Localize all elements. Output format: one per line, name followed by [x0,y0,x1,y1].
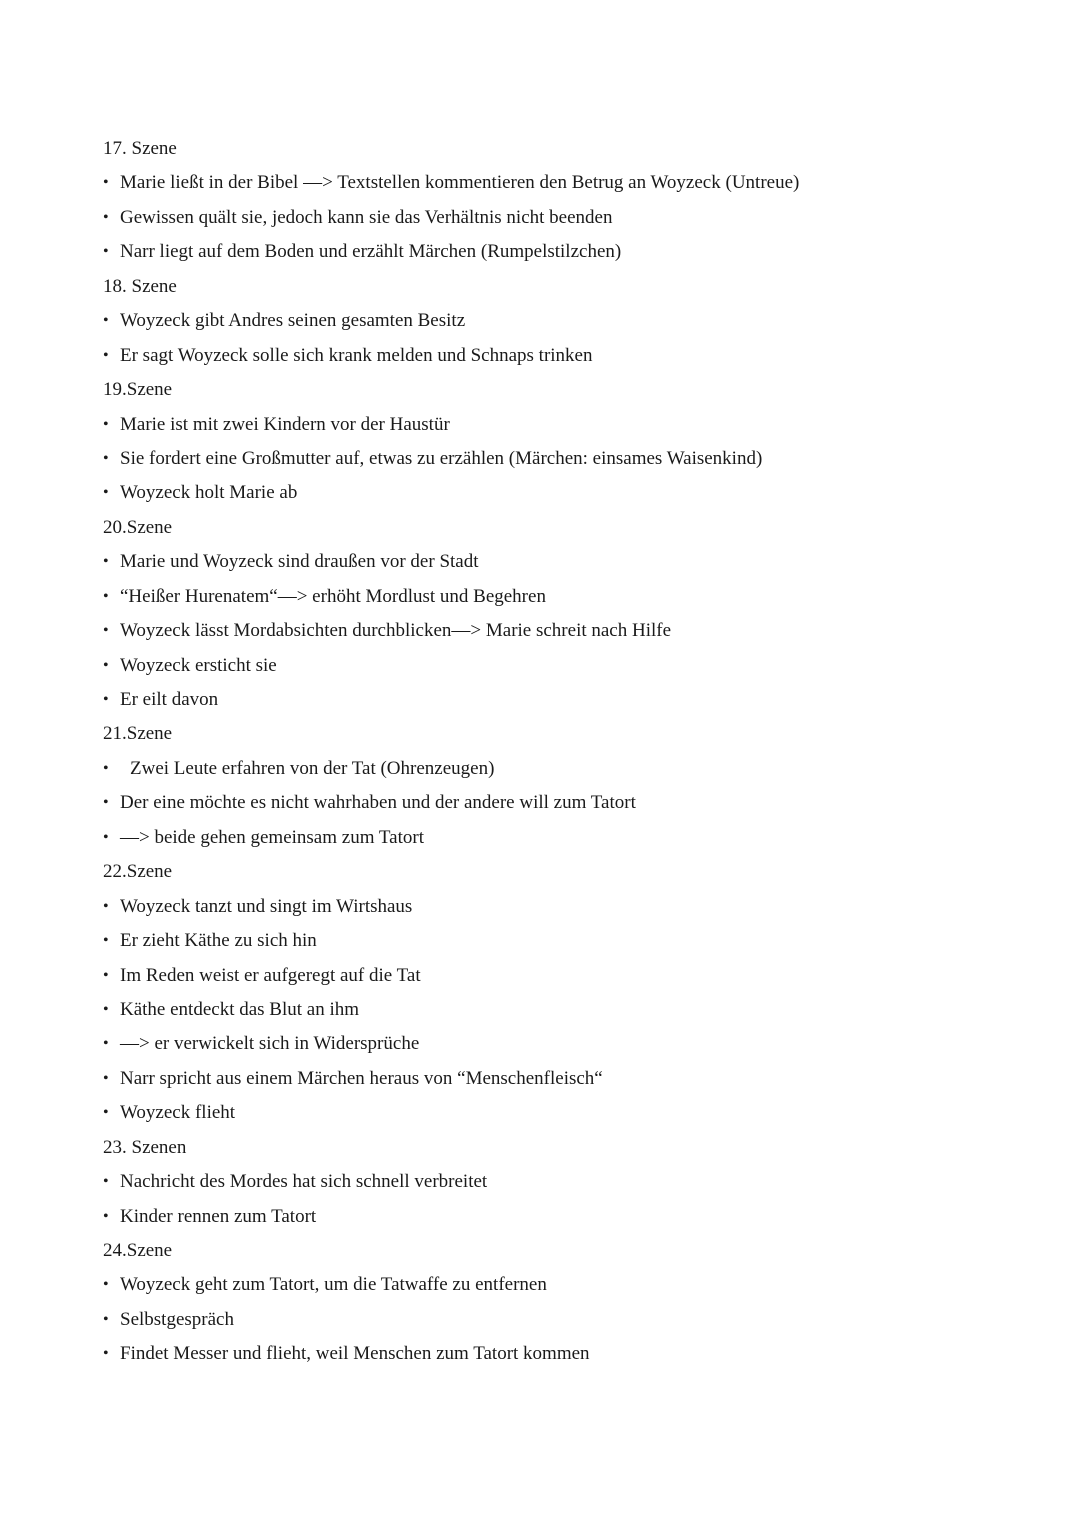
list-item: • Narr liegt auf dem Boden und erzählt Märchen (Rumpelstilzchen) [103,235,1003,269]
scene-heading: 20.Szene [103,516,173,538]
list-item: • Er eilt davon [103,683,1003,717]
list-item: • Er sagt Woyzeck solle sich krank melden und Schnaps trinken [103,339,1003,373]
list-item: • Woyzeck gibt Andres seinen gesamten Besitz [103,304,1003,338]
list-item: • Der eine möchte es nicht wahrhaben und der andere will zum Tatort [103,786,1003,820]
list-item: • Woyzeck flieht [103,1096,1003,1130]
scene-heading: 22.Szene [103,861,173,883]
list-item: • Woyzeck tanzt und singt im Wirtshaus [103,890,1003,924]
scene-heading: 19.Szene [103,379,173,401]
list-item: • Zwei Leute erfahren von der Tat (Ohrenzeugen) [103,752,1003,786]
scene-heading: 24.Szene [103,1240,173,1261]
list-item: • Findet Messer und flieht, weil Menschen zum Tatort kommen [103,1337,1003,1371]
scene-heading: 18. Szene [103,275,177,297]
list-item: • Marie ließt in der Bibel —> Textstellen kommentieren den Betrug an Woyzeck (Untreue) [103,166,1003,200]
list-item: • Nachricht des Mordes hat sich schnell verbreitet [103,1165,1003,1199]
list-item: • Woyzeck holt Marie ab [103,476,1003,510]
list-item: • Narr spricht aus einem Märchen heraus von “Menschenfleisch“ [103,1062,1003,1096]
list-item: • Marie und Woyzeck sind draußen vor der Stadt [103,545,1003,579]
list-item: • Er zieht Käthe zu sich hin [103,924,1003,958]
list-item: • Gewissen quält sie, jedoch kann sie das Verhältnis nicht beenden [103,201,1003,235]
list-item: • Im Reden weist er aufgeregt auf die Tat [103,959,1003,993]
list-item: • Woyzeck geht zum Tatort, um die Tatwaffe zu entfernen [103,1268,1003,1302]
scene-heading: 21.Szene [103,723,173,745]
list-item: • Kinder rennen zum Tatort [103,1200,1003,1234]
list-item: • “Heißer Hurenatem“—> erhöht Mordlust und Begehren [103,580,1003,614]
list-item: • Selbstgespräch [103,1303,1003,1337]
list-item: • Sie fordert eine Großmutter auf, etwas zu erzählen (Märchen: einsames Waisenkind) [103,442,1003,476]
list-item: • Woyzeck ersticht sie [103,649,1003,683]
list-item: • Käthe entdeckt das Blut an ihm [103,993,1003,1027]
list-item: • —> er verwickelt sich in Widersprüche [103,1027,1003,1061]
scene-heading: 23. Szenen [103,1136,187,1158]
scene-heading: 17. Szene [103,138,177,159]
list-item: • Woyzeck lässt Mordabsichten durchblicken—> Marie schreit nach Hilfe [103,614,1003,648]
list-item: • Marie ist mit zwei Kindern vor der Haustür [103,408,1003,442]
document-page [103,132,1003,1372]
list-item: • —> beide gehen gemeinsam zum Tatort [103,821,1003,855]
